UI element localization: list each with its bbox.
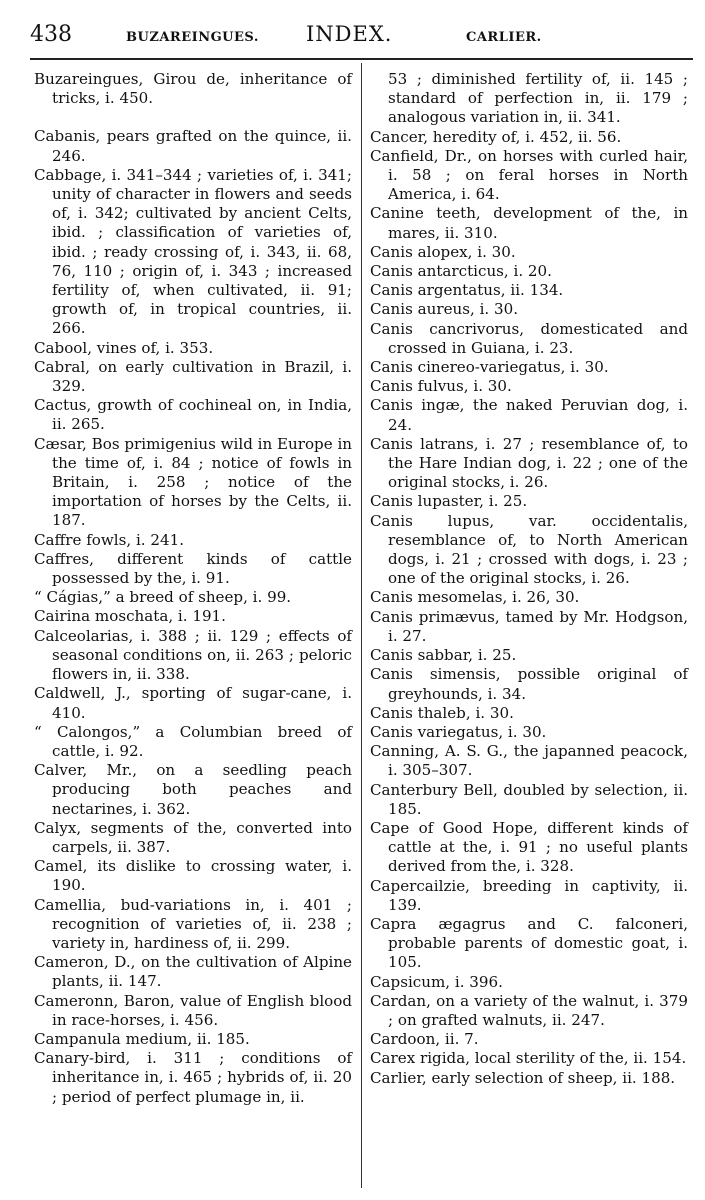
index-entry: Canning, A. S. G., the japanned peacock, i. 305–307.: [370, 742, 688, 780]
index-entry: Canis primævus, tamed by Mr. Hodgson, i. 27.: [370, 607, 688, 645]
index-entry: Buzareingues, Girou de, inheritance of tricks, i. 450.: [34, 70, 352, 108]
index-entry: Canis cancrivorus, domesticated and crossed in Guiana, i. 23.: [370, 319, 688, 357]
index-entry: Cabral, on early cultivation in Brazil, i. 329.: [34, 357, 352, 396]
index-entry: “ Calongos,” a Columbian breed of cattle, i. 92.: [34, 722, 352, 760]
index-entry: Cape of Good Hope, different kinds of cattle at the, i. 91 ; no useful plants derived from the, i. 328.: [370, 818, 688, 876]
index-entry: Cabanis, pears grafted on the quince, ii. 246.: [34, 127, 352, 165]
index-entry: Canis variegatus, i. 30.: [370, 722, 547, 741]
index-entry: Canis antarcticus, i. 20.: [370, 262, 552, 281]
index-entry: Canis simensis, possible original of greyhounds, i. 34.: [370, 665, 688, 703]
index-entry: Canfield, Dr., on horses with curled hair, i. 58 ; on feral horses in North America, i. 64.: [370, 146, 688, 204]
index-entry: Capsicum, i. 396.: [370, 972, 503, 991]
column-divider: [361, 63, 362, 1188]
index-entry: Caffres, different kinds of cattle possessed by the, i. 91.: [34, 549, 352, 588]
index-entry: Cameron, D., on the cultivation of Alpine plants, ii. 147.: [34, 953, 352, 991]
index-entry: Capra ægagrus and C. falconeri, probable parents of domestic goat, i. 105.: [370, 914, 688, 972]
index-column-right: [370, 70, 688, 1088]
index-entry: Calyx, segments of the, converted into carpels, ii. 387.: [34, 818, 352, 856]
index-entry: Caffre fowls, i. 241.: [34, 530, 185, 549]
index-entry: Capercailzie, breeding in captivity, ii. 139.: [370, 876, 688, 914]
index-entry: Canis lupus, var. occidentalis, resemblance of, to North American dogs, i. 21 ; crossed with dogs, i. 23 ; one of the original stocks, i. 26.: [370, 511, 688, 588]
index-entry: Carex rigida, local sterility of the, ii. 154.: [370, 1049, 687, 1068]
index-entry: Canis lupaster, i. 25.: [370, 492, 528, 511]
index-entry: Canis fulvus, i. 30.: [370, 377, 512, 396]
index-entry: Canis alopex, i. 30.: [370, 242, 516, 261]
header-right-guide-word: CARLIER.: [466, 30, 542, 45]
running-header: [30, 22, 685, 52]
index-entry: Cardan, on a variety of the walnut, i. 379 ; on grafted walnuts, ii. 247.: [370, 991, 688, 1029]
index-entry: Cabbage, i. 341–344 ; varieties of, i. 341; unity of character in flowers and seeds of, i. 342; cultivated by ancient Celts, ibid. ; classification of varieties of, ibid. ; ready crossing of, i. 343, ii. 68, 76, 110 ; origin of, i. 343 ; increased fertility of, when cultivated, ii. 91; growth of, in tropical countries, ii. 266.: [34, 165, 352, 338]
index-entry: Cabool, vines of, i. 353.: [34, 338, 214, 357]
index-entry: Canis argentatus, ii. 134.: [370, 281, 564, 300]
index-entry: Calceolarias, i. 388 ; ii. 129 ; effects of seasonal conditions on, ii. 263 ; peloric flowers in, ii. 338.: [34, 626, 352, 684]
index-entry: Camel, its dislike to crossing water, i. 190.: [34, 857, 352, 895]
index-entry: Cairina moschata, i. 191.: [34, 607, 226, 626]
index-entry: Cancer, heredity of, i. 452, ii. 56.: [370, 127, 622, 146]
index-entry-continued: 53 ; diminished fertility of, ii. 145 ; standard of perfection in, ii. 179 ; analogous variation in, ii. 341.: [388, 70, 688, 127]
index-entry: Canis thaleb, i. 30.: [370, 703, 514, 722]
index-entry: Calver, Mr., on a seedling peach producing both peaches and nectarines, i. 362.: [34, 761, 352, 818]
index-entry: Carlier, early selection of sheep, ii. 188.: [370, 1068, 676, 1087]
index-entry: Canis cinereo-variegatus, i. 30.: [370, 358, 609, 377]
index-entry: Caldwell, J., sporting of sugar-cane, i. 410.: [34, 684, 352, 722]
index-entry: Canine teeth, development of the, in mares, ii. 310.: [370, 204, 688, 242]
index-entry: Canis ingæ, the naked Peruvian dog, i. 24.: [370, 396, 688, 434]
index-entry: Canis latrans, i. 27 ; resemblance of, to the Hare Indian dog, i. 22 ; one of the original stocks, i. 26.: [370, 434, 688, 492]
index-entry: “ Cágias,” a breed of sheep, i. 99.: [34, 588, 292, 607]
page-number: 438: [30, 22, 72, 47]
index-entry: Canterbury Bell, doubled by selection, ii. 185.: [370, 780, 688, 818]
header-left-guide-word: BUZAREINGUES.: [126, 30, 259, 45]
page-title: INDEX.: [306, 22, 393, 46]
index-column-left: [34, 70, 352, 1107]
index-entry: Canary-bird, i. 311 ; conditions of inheritance in, i. 465 ; hybrids of, ii. 20 ; period of perfect plumage in, ii.: [34, 1049, 352, 1106]
index-entry: Cameronn, Baron, value of English blood in race-horses, i. 456.: [34, 991, 352, 1029]
index-entry: Canis mesomelas, i. 26, 30.: [370, 588, 580, 607]
index-entry: Cæsar, Bos primigenius wild in Europe in the time of, i. 84 ; notice of fowls in Britain, i. 258 ; notice of the importation of horses by the Celts, ii. 187.: [34, 434, 352, 530]
index-entry: Cardoon, ii. 7.: [370, 1030, 479, 1049]
header-rule: [30, 58, 693, 60]
index-entry: Campanula medium, ii. 185.: [34, 1029, 250, 1048]
index-entry: Canis aureus, i. 30.: [370, 300, 518, 319]
index-entry: Canis sabbar, i. 25.: [370, 646, 517, 665]
index-entry: Camellia, bud-variations in, i. 401 ; recognition of varieties of, ii. 238 ; variety in, hardiness of, ii. 299.: [34, 895, 352, 952]
index-entry: Cactus, growth of cochineal on, in India, ii. 265.: [34, 396, 352, 434]
